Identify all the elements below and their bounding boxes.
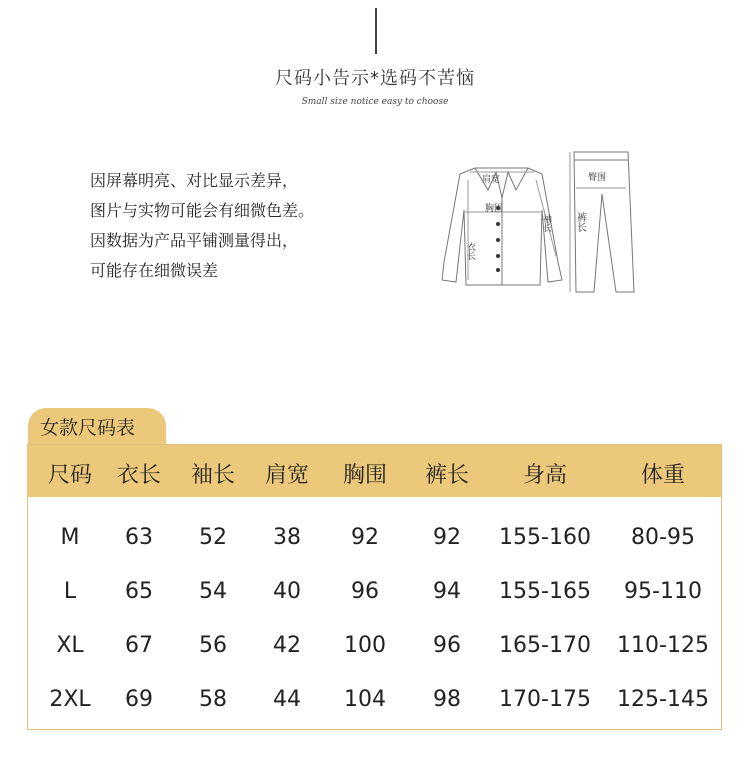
size-table (27, 444, 722, 730)
cell-weight: 95-110 (624, 579, 702, 604)
header-shoulder: 肩宽 (264, 463, 309, 488)
cell-shoulder: 38 (273, 525, 301, 550)
cell-chest: 96 (351, 579, 379, 604)
table-row (28, 525, 721, 565)
notice-line: 因屏幕明亮、对比显示差异， (90, 171, 299, 190)
shoulder-label: 肩宽 (482, 175, 501, 185)
cell-height: 170-175 (499, 687, 591, 712)
cell-chest: 100 (344, 633, 386, 658)
cell-pants-length: 94 (433, 579, 461, 604)
cell-pants-length: 98 (433, 687, 461, 712)
hip-label: 臀围 (588, 173, 607, 183)
notice-line: 图片与实物可能会有细微色差。 (90, 201, 315, 220)
page-subtitle: Small size notice easy to choose (301, 97, 449, 107)
pants-length-label: 裤长 (574, 212, 586, 232)
garment-illustration (430, 150, 650, 300)
cell-sleeve: 54 (199, 579, 227, 604)
table-header (28, 445, 721, 497)
sleeve-label: 袖长 (541, 214, 551, 232)
page-title: 尺码小告示*选码不苦恼 (275, 68, 475, 89)
cell-chest: 92 (351, 525, 379, 550)
cell-pants-length: 96 (433, 633, 461, 658)
cell-weight: 110-125 (617, 633, 709, 658)
cell-height: 155-160 (499, 525, 591, 550)
size-table-title: 女款尺码表 (40, 417, 136, 439)
cell-top-length: 67 (125, 633, 153, 658)
size-table-tab (28, 408, 166, 444)
header-pants-length: 裤长 (424, 463, 469, 488)
notice-text (90, 166, 314, 286)
table-row (28, 579, 721, 619)
header-chest: 胸围 (342, 463, 387, 488)
cell-size: 2XL (49, 687, 91, 712)
cell-size: L (63, 579, 77, 604)
header-height: 身高 (522, 463, 567, 488)
cell-weight: 125-145 (617, 687, 709, 712)
notice-line: 可能存在细微误差 (90, 261, 219, 280)
measurement-diagram (430, 150, 650, 300)
cell-shoulder: 42 (273, 633, 301, 658)
cell-top-length: 63 (125, 525, 153, 550)
cell-height: 155-165 (499, 579, 591, 604)
header-top-length: 衣长 (116, 463, 161, 488)
table-row (28, 633, 721, 673)
cell-weight: 80-95 (631, 525, 695, 550)
notice-line: 因数据为产品平铺测量得出， (90, 231, 299, 250)
table-row (28, 687, 721, 727)
cell-size: M (60, 525, 80, 550)
header-size: 尺码 (47, 463, 92, 488)
cell-chest: 104 (344, 687, 386, 712)
cell-pants-length: 92 (433, 525, 461, 550)
header-sleeve: 袖长 (190, 463, 235, 488)
cell-sleeve: 56 (199, 633, 227, 658)
shirt-buttons (496, 206, 500, 272)
length-label: 衣长 (465, 242, 475, 260)
cell-shoulder: 40 (273, 579, 301, 604)
divider-line (375, 8, 377, 54)
cell-sleeve: 58 (199, 687, 227, 712)
cell-top-length: 65 (125, 579, 153, 604)
cell-shoulder: 44 (273, 687, 301, 712)
cell-height: 165-170 (499, 633, 591, 658)
header-weight: 体重 (640, 463, 685, 488)
cell-size: XL (56, 633, 84, 658)
cell-top-length: 69 (125, 687, 153, 712)
chest-label: 胸围 (485, 204, 504, 214)
cell-sleeve: 52 (199, 525, 227, 550)
